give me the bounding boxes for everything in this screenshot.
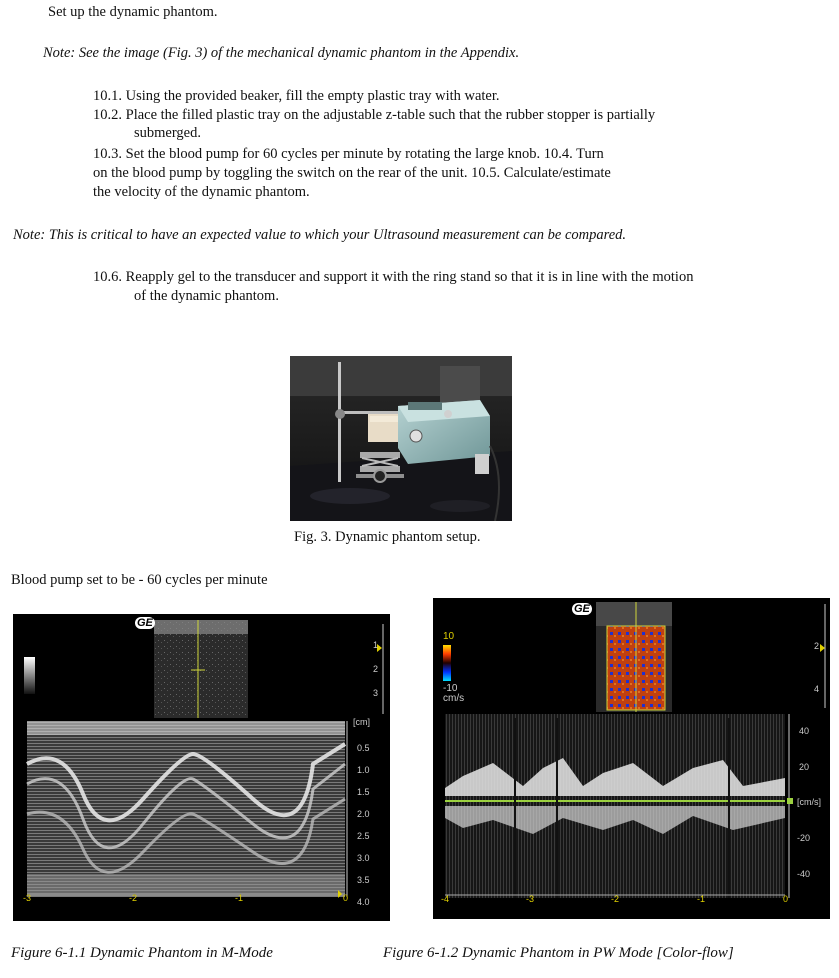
color-scale-unit: cm/s	[443, 693, 465, 704]
heading: Set up the dynamic phantom.	[48, 4, 218, 20]
scale-tick: 2.5	[357, 831, 370, 841]
pump-setting-text: Blood pump set to be - 60 cycles per minute	[11, 572, 268, 588]
time-tick: 0	[783, 894, 789, 904]
velocity-tick: -20	[797, 833, 811, 843]
time-tick: -3	[23, 893, 32, 903]
time-tick: -4	[441, 894, 450, 904]
depth-mark-4: 4	[814, 684, 820, 694]
depth-mark-2: 2	[814, 641, 820, 651]
scale-tick: 2.0	[357, 809, 370, 819]
figure3-caption: Fig. 3. Dynamic phantom setup.	[294, 529, 481, 545]
color-scale-top: 10	[443, 631, 455, 642]
step-10-4: on the blood pump by toggling the switch on the rear of the unit. 10.5. Calculate/estimate	[93, 165, 611, 181]
step-10-3: 10.3. Set the blood pump for 60 cycles per minute by rotating the large knob. 10.4. Turn	[93, 146, 604, 162]
velocity-tick: 20	[799, 762, 810, 772]
time-tick: -1	[235, 893, 244, 903]
phantom-setup-photo	[290, 356, 512, 521]
time-tick: -2	[611, 894, 620, 904]
mmode-scale-ticks	[357, 737, 370, 913]
step-10-6: 10.6. Reapply gel to the transducer and support it with the ring stand so that it is in line with the motion	[93, 269, 694, 285]
mmode-caption: Figure 6-1.1 Dynamic Phantom in M-Mode	[11, 945, 273, 961]
note-appendix: Note: See the image (Fig. 3) of the mechanical dynamic phantom in the Appendix.	[43, 45, 520, 61]
step-10-1: 10.1. Using the provided beaker, fill the empty plastic tray with water.	[93, 88, 500, 104]
scale-tick: 3.5	[357, 875, 370, 885]
pwmode-caption: Figure 6-1.2 Dynamic Phantom in PW Mode [Color-flow]	[383, 945, 734, 961]
mmode-unit-label: [cm]	[353, 717, 370, 727]
scale-tick: 3.0	[357, 853, 370, 863]
depth-mark-3: 3	[373, 688, 379, 698]
time-tick: -2	[129, 893, 138, 903]
step-10-2: 10.2. Place the filled plastic tray on the adjustable z-table such that the rubber stopper is partially	[93, 107, 656, 123]
scale-tick: 0.5	[357, 743, 370, 753]
mmode-ultrasound-image	[13, 614, 390, 921]
velocity-tick: 40	[799, 726, 810, 736]
pwmode-ultrasound-image	[433, 598, 830, 919]
scale-tick: 4.0	[357, 897, 370, 907]
time-tick: 0	[343, 893, 349, 903]
depth-mark-1: 1	[373, 640, 379, 650]
ge-logo: GE	[137, 617, 153, 629]
pw-unit-label: [cm/s]	[797, 797, 821, 807]
color-scale-bottom: -10	[443, 683, 458, 694]
step-10-5: the velocity of the dynamic phantom.	[93, 184, 310, 200]
ge-logo: GE	[574, 603, 590, 615]
time-tick: -3	[526, 894, 535, 904]
time-tick: -1	[697, 894, 706, 904]
velocity-tick: -40	[797, 869, 811, 879]
scale-tick: 1.0	[357, 765, 370, 775]
note-critical: Note: This is critical to have an expected value to which your Ultrasound measurement can be compared.	[13, 227, 627, 243]
step-10-6-cont: of the dynamic phantom.	[134, 288, 279, 304]
scale-tick: 1.5	[357, 787, 370, 797]
step-10-2-cont: submerged.	[134, 125, 201, 141]
depth-mark-2: 2	[373, 664, 379, 674]
